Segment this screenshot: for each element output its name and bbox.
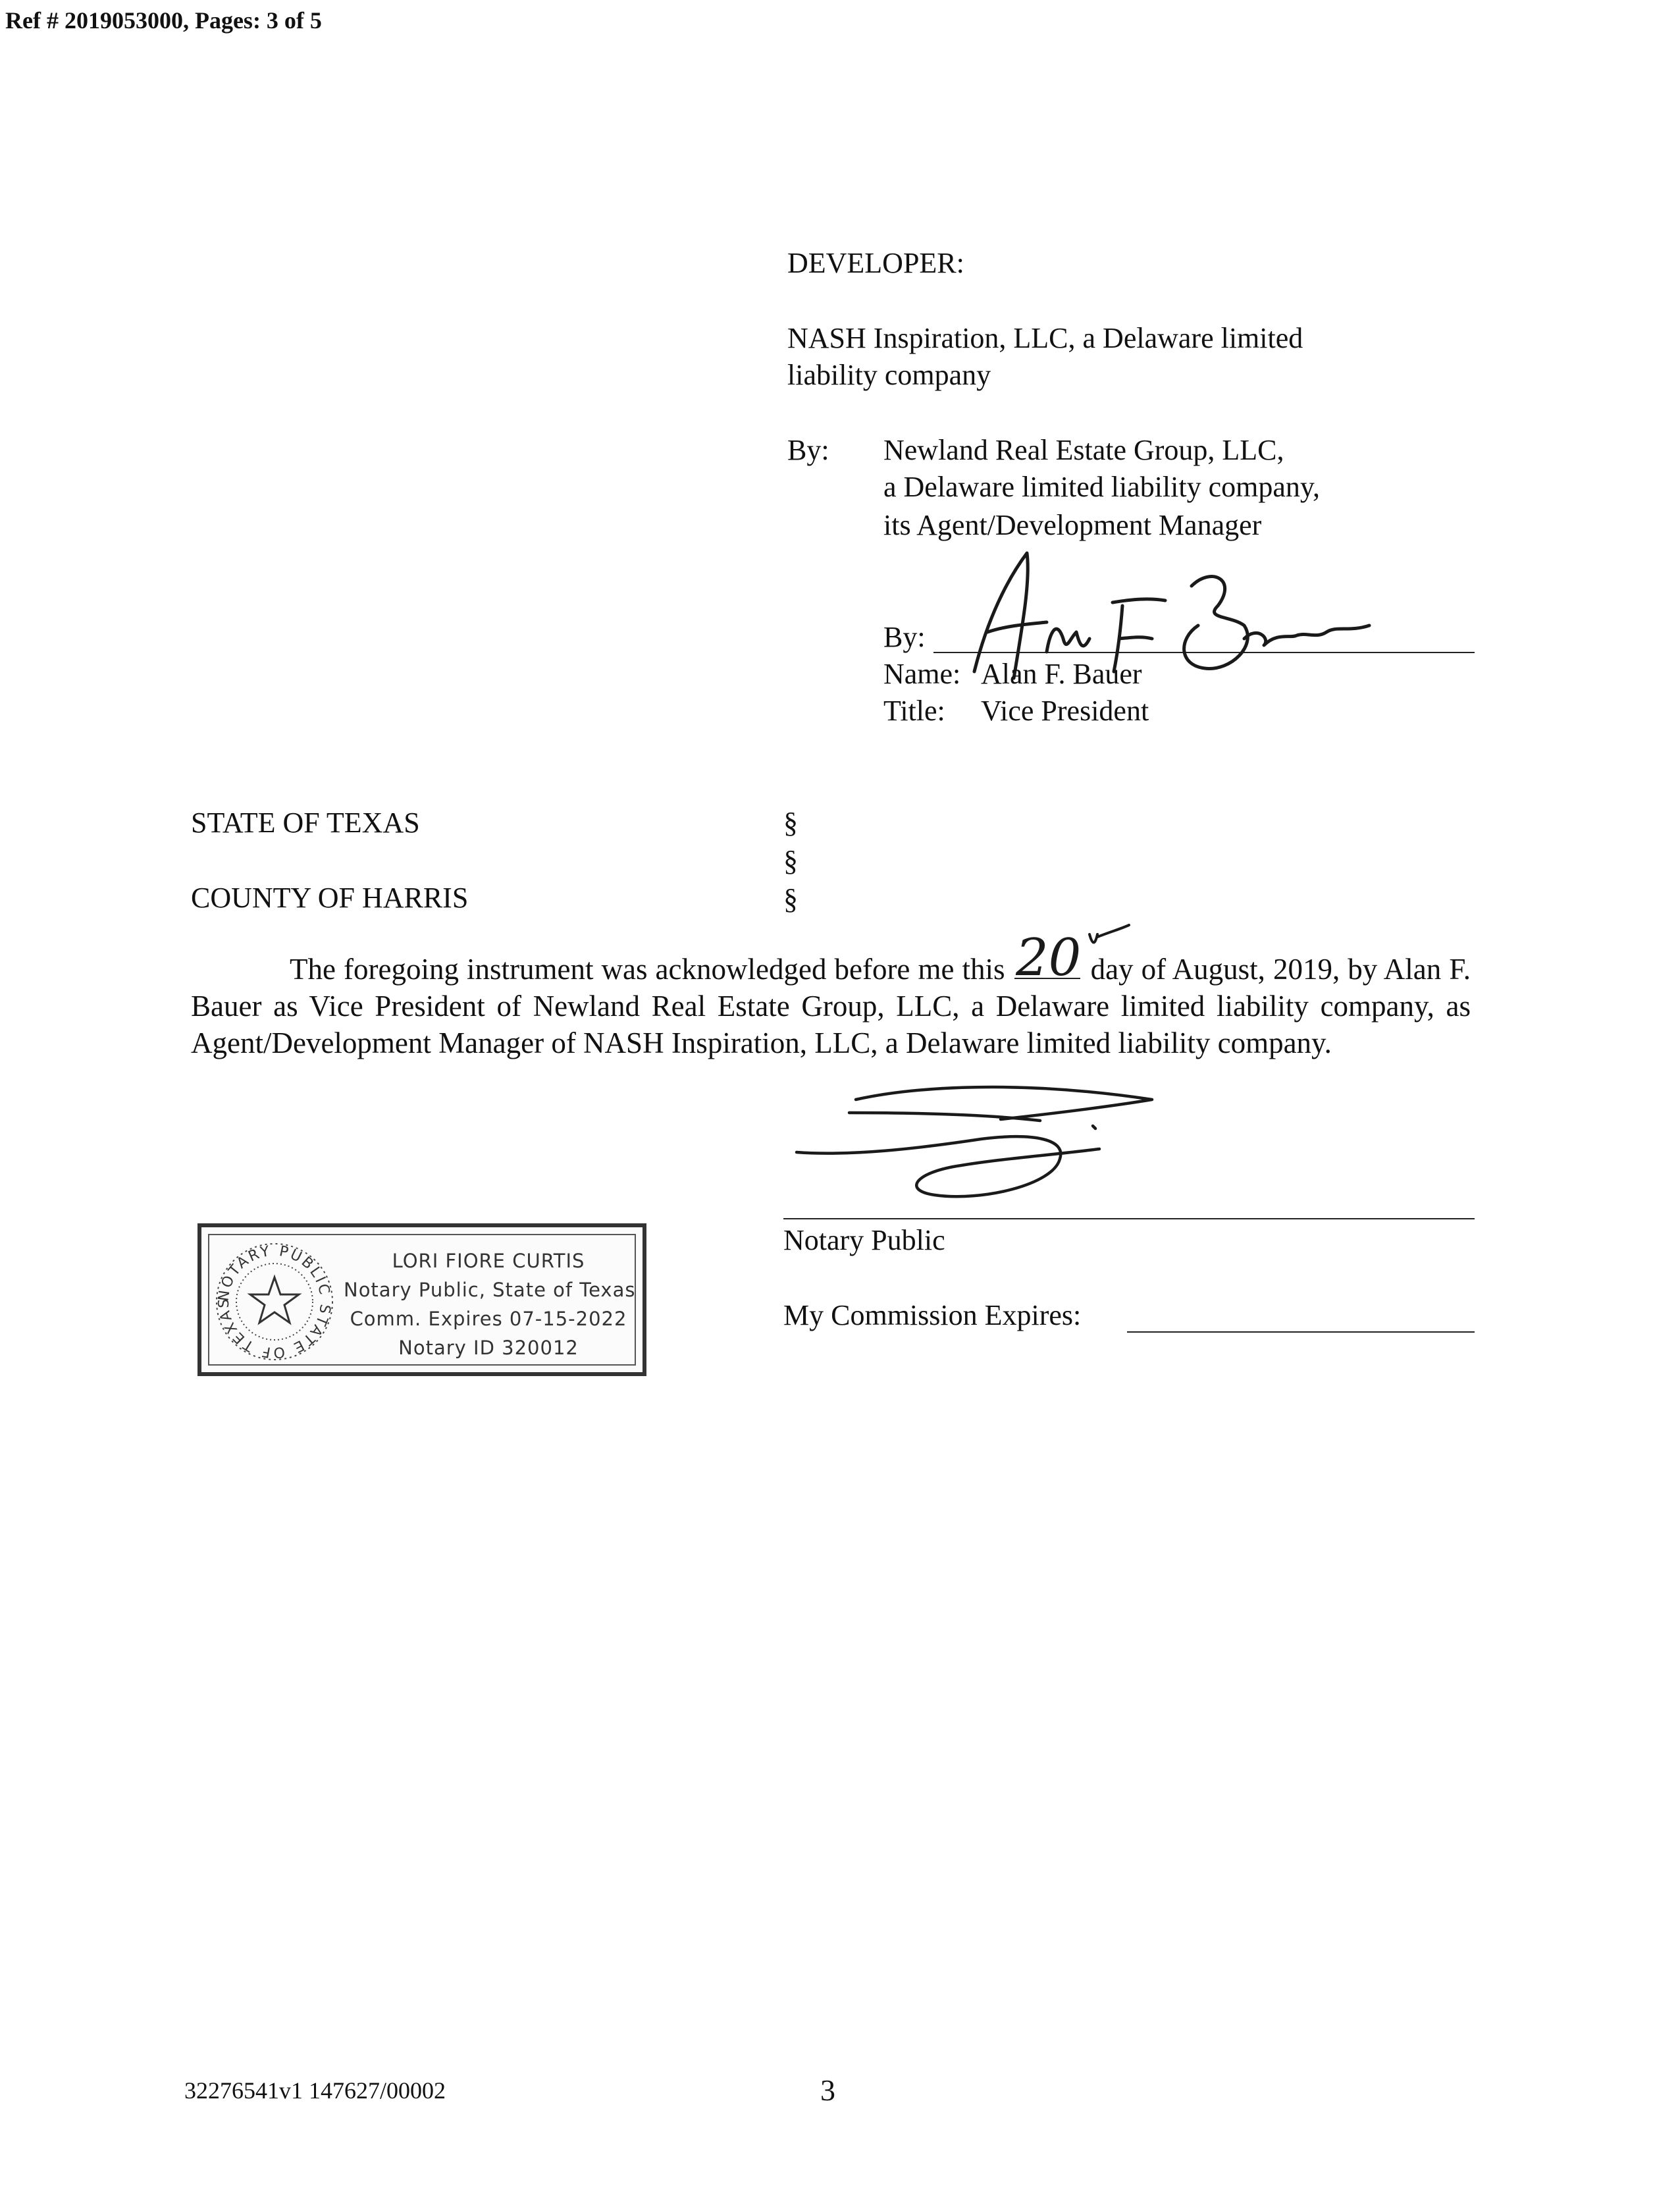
agent-line1: Newland Real Estate Group, LLC, [883, 434, 1284, 466]
title-value: Vice President [981, 695, 1149, 727]
acknowledgment-text-before: The foregoing instrument was acknowledged before me this [290, 953, 1005, 986]
acknowledgment-text-after: day of August, 2019, by Alan F. Bauer as Vice President of Newland Real Estate Group, LLC, a Delaware limited liability company, as Agent/Development Manager of NASH Inspiration, LLC, a Delaware limited liability company. [191, 953, 1471, 1059]
section-symbol: § [783, 807, 798, 839]
signature-by-label: By: [883, 621, 926, 653]
commission-expires-line [1127, 1331, 1475, 1333]
notary-seal-icon [212, 1239, 337, 1364]
notary-public-label: Notary Public [783, 1224, 945, 1256]
notary-signature-line [783, 1218, 1475, 1219]
commission-expires-label: My Commission Expires: [783, 1299, 1082, 1331]
notary-stamp [197, 1223, 646, 1376]
stamp-notary-id: Notary ID 320012 [398, 1337, 579, 1359]
stamp-notary-name: LORI FIORE CURTIS [392, 1250, 585, 1272]
developer-heading: DEVELOPER: [787, 247, 964, 279]
venue-county: COUNTY OF HARRIS [191, 882, 469, 914]
name-value: Alan F. Bauer [981, 658, 1142, 690]
agent-line3: its Agent/Development Manager [883, 509, 1262, 541]
svg-text:20: 20 [1015, 928, 1081, 987]
day-blank [1014, 928, 1081, 987]
page-number: 3 [820, 2073, 835, 2107]
title-label: Title: [883, 695, 945, 727]
svg-text:NOTARY PUBLIC STATE OF TEXAS: NOTARY PUBLIC STATE OF TEXAS [215, 1242, 334, 1361]
section-symbol: § [783, 883, 798, 915]
developer-entity-line1: NASH Inspiration, LLC, a Delaware limited [787, 322, 1303, 354]
venue-state: STATE OF TEXAS [191, 807, 420, 839]
developer-entity-line2: liability company [787, 359, 991, 391]
document-reference: Ref # 2019053000, Pages: 3 of 5 [5, 7, 322, 34]
document-id: 32276541v1 147627/00002 [184, 2077, 446, 2104]
acknowledgment-paragraph [191, 928, 1471, 1061]
section-symbol: § [783, 845, 798, 877]
agent-line2: a Delaware limited liability company, [883, 471, 1321, 503]
name-label: Name: [883, 658, 961, 690]
stamp-notary-title: Notary Public, State of Texas [344, 1279, 636, 1301]
notary-signature [783, 1073, 1192, 1211]
handwritten-day [1012, 915, 1143, 987]
stamp-commission-expiry: Comm. Expires 07-15-2022 [350, 1308, 627, 1330]
by-label: By: [787, 434, 829, 466]
